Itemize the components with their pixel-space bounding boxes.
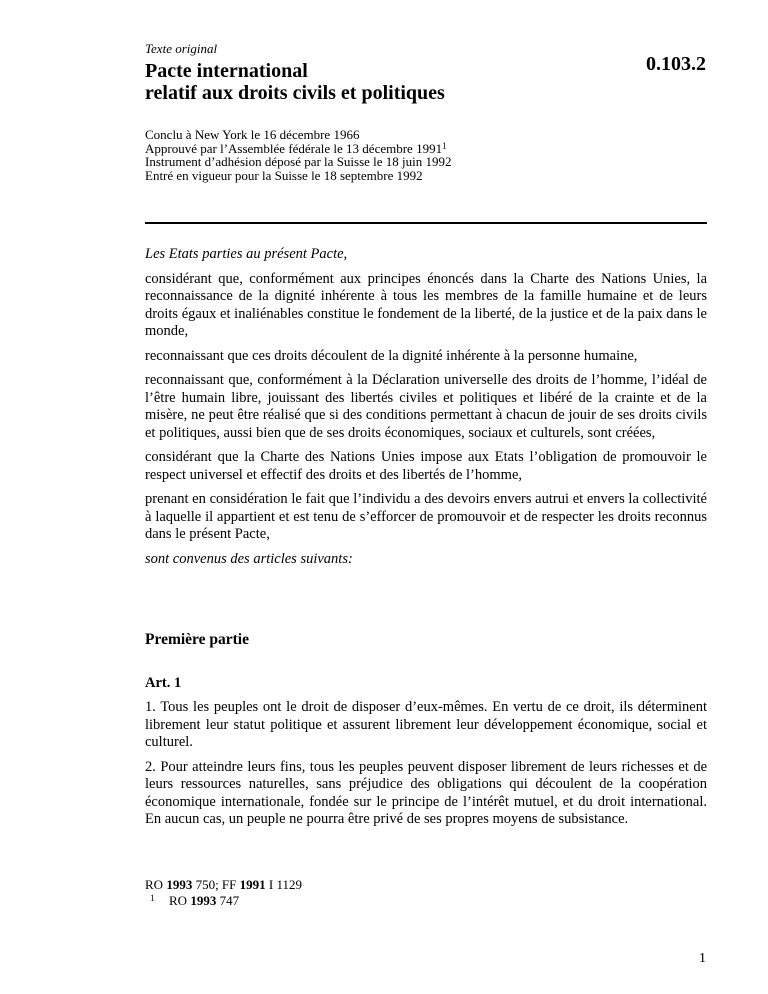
ref-year: 1991 (239, 877, 266, 892)
treaty-metadata (145, 128, 452, 182)
instrument-line: Instrument d’adhésion déposé par la Suisse le 18 juin 1992 (145, 154, 452, 169)
document-title (145, 60, 445, 104)
approved-line (145, 142, 452, 156)
footnote-1: 1 RO 1993 747 (150, 892, 240, 908)
title-line-1: Pacte international (145, 60, 308, 82)
in-force-line: Entré en vigueur pour la Suisse le 18 septembre 1992 (145, 167, 423, 183)
ref-text: RO (145, 877, 167, 892)
title-line-2: relatif aux droits civils et politiques (145, 82, 445, 104)
ref-text: 747 (216, 892, 240, 908)
preamble-paragraph: reconnaissant que, conformément à la Déclaration universelle des droits de l’homme, l’idéal de l’être humain libre, jouissant des libertés civiles et politiques et libéré de la crainte et de la misère, ne peut être réalisé que si des conditions permettant à chacun de jouir de ses droits civils et politiques, aussi bien que de ses droits économiques, sociaux et culturels, sont créées, (145, 372, 707, 441)
footnote-ref-1[interactable]: 1 (442, 140, 447, 151)
preamble-paragraph: considérant que, conformément aux principes énoncés dans la Charte des Nations Unies, la reconnaissance de la dignité inhérente à tous les membres de la famille humaine et de leurs droits égaux et inaliénables constitue le fondement de la liberté, de la justice et de la paix dans le monde, (145, 270, 707, 339)
article-paragraph-1: 1. Tous les peuples ont le droit de disposer d’eux-mêmes. En vertu de ce droit, ils déterminent librement leur statut politique et assurent librement leur développement économique, social et culturel. (145, 699, 707, 750)
ref-text: 750; FF (192, 877, 240, 892)
source-reference (145, 877, 302, 893)
separator-rule (145, 222, 707, 224)
document-number: 0.103.2 (646, 53, 706, 75)
ref-text: RO (169, 892, 191, 908)
article-heading: Art. 1 (145, 675, 182, 691)
preamble-paragraph: reconnaissant que ces droits découlent de la dignité inhérente à la personne humaine, (145, 347, 638, 364)
original-text-label: Texte original (145, 41, 218, 56)
article-paragraph-2: 2. Pour atteindre leurs fins, tous les peuples peuvent disposer librement de leurs richesses et de leurs ressources naturelles, sans préjudice des obligations qui découlent de la coopération économique internationale, fondée sur le principe de l’intérêt mutuel, et du droit international. En aucun cas, un peuple ne pourra être privé de ses propres moyens de subsistance. (145, 758, 707, 827)
preamble-closing: sont convenus des articles suivants: (145, 550, 353, 567)
article-body (145, 699, 707, 836)
approved-text: Approuvé par l’Assemblée fédérale le 13 décembre 1991 (145, 140, 443, 156)
preamble-intro: Les Etats parties au présent Pacte, (145, 246, 348, 262)
ref-year: 1993 (166, 877, 193, 892)
preamble (145, 246, 707, 568)
preamble-paragraph: considérant que la Charte des Nations Unies impose aux Etats l’obligation de promouvoir le respect universel et effectif des droits et des libertés de l’homme, (145, 449, 707, 483)
preamble-paragraph: prenant en considération le fait que l’individu a des devoirs envers autrui et envers la collectivité à laquelle il appartient et est tenu de s’efforcer de promouvoir et de respecter les droits reconnus dans le présent Pacte, (145, 491, 707, 542)
footnotes (145, 877, 302, 908)
page-number: 1 (699, 951, 706, 966)
ref-text: I 1129 (265, 877, 302, 892)
ref-year: 1993 (190, 892, 217, 908)
concluded-line: Conclu à New York le 16 décembre 1966 (145, 127, 360, 142)
part-heading: Première partie (145, 631, 249, 648)
